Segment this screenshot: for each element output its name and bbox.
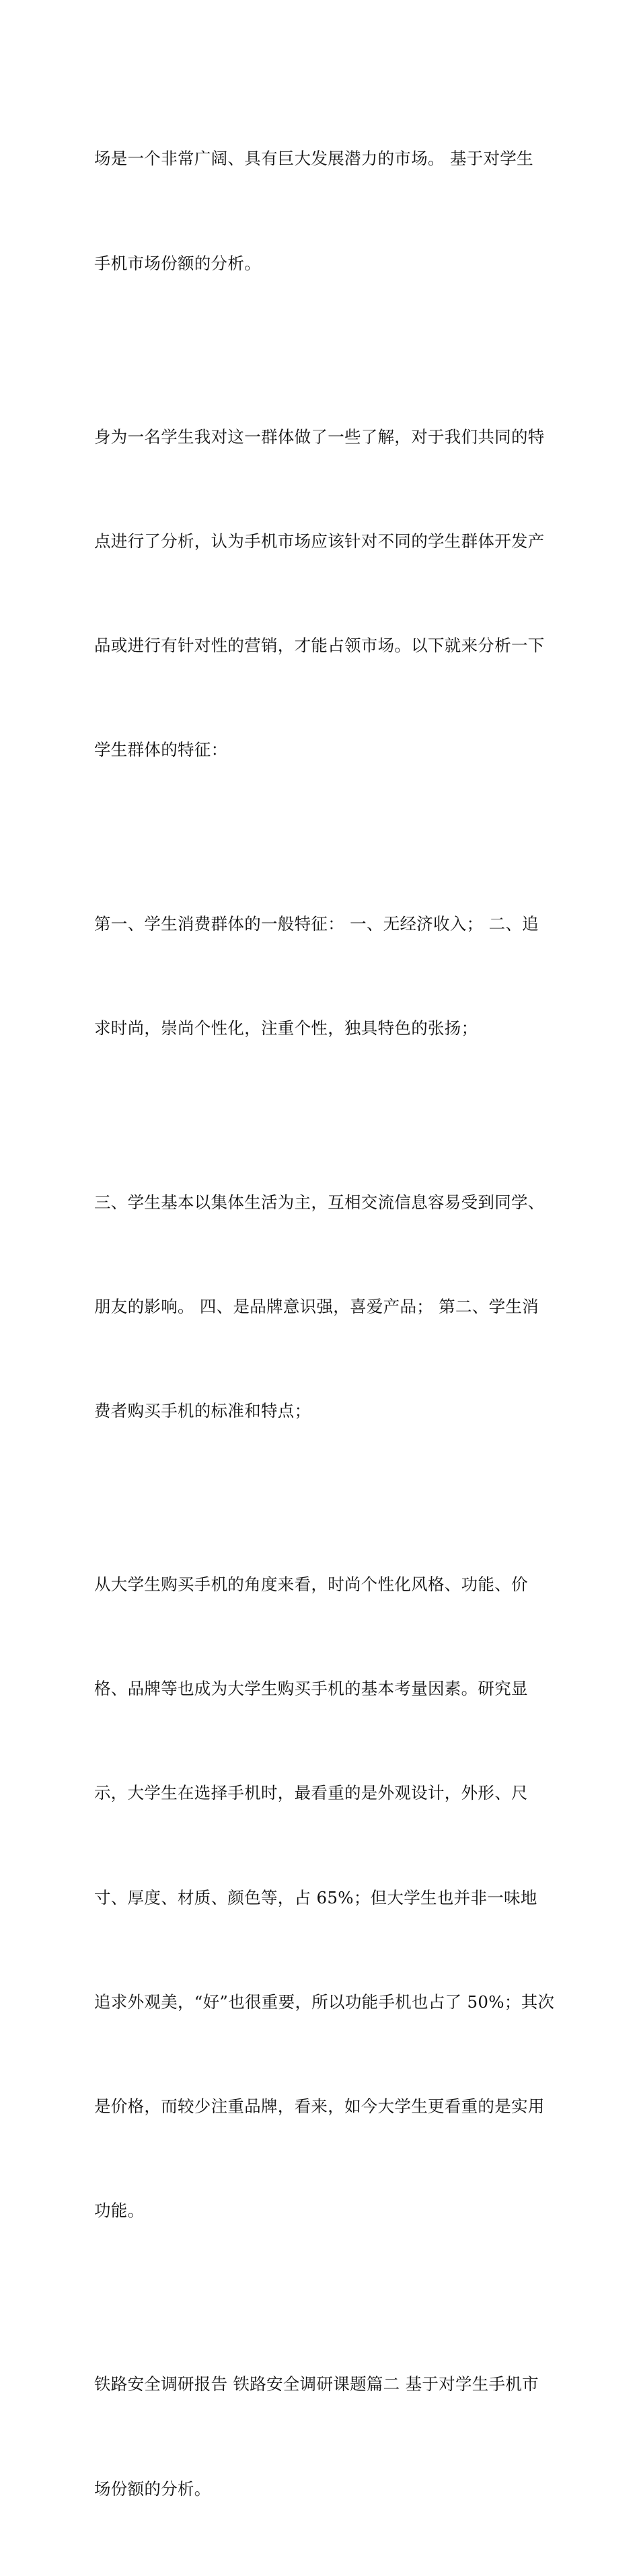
text-line: 示，大学生在选择手机时，最看重的是外观设计，外形、尺: [94, 1783, 528, 1803]
paragraph-2: [94, 350, 552, 837]
text-line: 铁路安全调研报告 铁路安全调研课题篇二 基于对学生手机市: [94, 2374, 539, 2394]
text-line: 三、学生基本以集体生活为主，互相交流信息容易受到同学、: [94, 1192, 545, 1212]
paragraph-4: [94, 1115, 552, 1498]
paragraph-5: [94, 1498, 555, 2298]
text-line: 是价格，而较少注重品牌，看来，如今大学生更看重的是实用: [94, 2096, 545, 2116]
paragraph-3: [94, 837, 552, 1115]
text-line: 场份额的分析。: [94, 2478, 211, 2499]
text-line: 第一、学生消费群体的一般特征： 一、无经济收入； 二、追: [94, 913, 539, 934]
text-line: 费者购买手机的标准和特点；: [94, 1400, 311, 1420]
text-line: 功能。: [94, 2200, 145, 2220]
text-line: 身为一名学生我对这一群体做了一些了解，对于我们共同的特: [94, 427, 545, 447]
text-line: 学生群体的特征：: [94, 740, 228, 760]
text-line: 追求外观美，“好”也很重要，所以功能手机也占了 50%；其次: [94, 1992, 555, 2012]
paragraph-6: [94, 2298, 552, 2576]
text-line: 求时尚，崇尚个性化，注重个性，独具特色的张扬；: [94, 1018, 478, 1038]
document-body: [94, 72, 555, 2576]
text-line: 朋友的影响。 四、是品牌意识强，喜爱产品； 第二、学生消: [94, 1296, 539, 1316]
text-line: 手机市场份额的分析。: [94, 253, 261, 273]
paragraph-1: [94, 72, 552, 350]
text-line: 场是一个非常广阔、具有巨大发展潜力的市场。 基于对学生: [94, 149, 533, 169]
text-line: 品或进行有针对性的营销，才能占领市场。以下就来分析一下: [94, 636, 545, 656]
text-line: 点进行了分析，认为手机市场应该针对不同的学生群体开发产: [94, 531, 545, 552]
text-line: 格、品牌等也成为大学生购买手机的基本考量因素。研究显: [94, 1679, 528, 1699]
text-line: 从大学生购买手机的角度来看，时尚个性化风格、功能、价: [94, 1575, 528, 1595]
text-line: 寸、厚度、材质、颜色等，占 65%；但大学生也并非一味地: [94, 1887, 537, 1907]
